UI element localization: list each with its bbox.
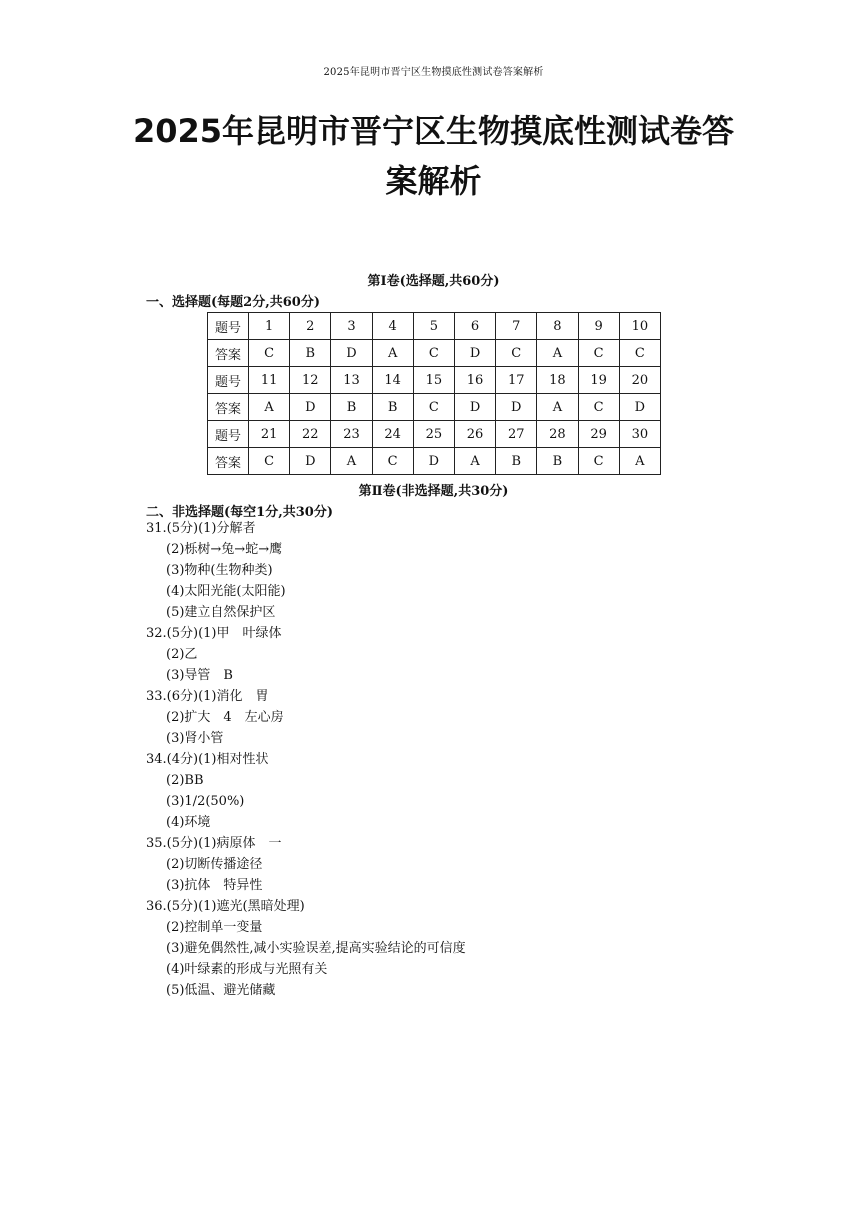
answer-item — [146, 833, 466, 896]
answer-sub: (5)低温、避光储藏 — [166, 983, 276, 998]
table-cell: D — [413, 448, 454, 475]
table-cell: A — [249, 394, 290, 421]
answer-sub: (3)避免偶然性,减小实验误差,提高实验结论的可信度 — [166, 941, 466, 956]
answer-sub: (3)抗体 特异性 — [166, 878, 263, 893]
table-cell: 2 — [290, 313, 331, 340]
table-row — [208, 394, 661, 421]
table-cell: C — [372, 448, 413, 475]
table-cell: B — [331, 394, 372, 421]
answer-sub: (3)1/2(50%) — [166, 794, 245, 809]
part2-heading: 第Ⅱ卷(非选择题,共30分) — [358, 484, 509, 499]
answer-sub: (4)环境 — [166, 815, 211, 830]
answer-sub: (3)物种(生物种类) — [166, 563, 273, 578]
table-row-label: 题号 — [208, 421, 249, 448]
section2-heading: 二、非选择题(每空1分,共30分) — [146, 505, 333, 520]
answers-list — [146, 518, 466, 1001]
table-cell: 13 — [331, 367, 372, 394]
table-cell: 10 — [619, 313, 660, 340]
table-cell: B — [372, 394, 413, 421]
table-cell: 23 — [331, 421, 372, 448]
table-cell: C — [249, 340, 290, 367]
table-cell: A — [537, 394, 578, 421]
table-cell: 22 — [290, 421, 331, 448]
table-cell: 3 — [331, 313, 372, 340]
table-row-label: 题号 — [208, 367, 249, 394]
part1-heading: 第Ⅰ卷(选择题,共60分) — [367, 274, 500, 289]
table-row — [208, 313, 661, 340]
table-cell: B — [537, 448, 578, 475]
answer-item — [146, 623, 466, 686]
answer-item — [146, 686, 466, 749]
table-cell: A — [537, 340, 578, 367]
table-cell: 18 — [537, 367, 578, 394]
table-cell: D — [290, 394, 331, 421]
table-cell: 27 — [496, 421, 537, 448]
table-row — [208, 367, 661, 394]
answer-sub: (4)太阳光能(太阳能) — [166, 584, 286, 599]
document-title — [0, 106, 867, 206]
section1-heading: 一、选择题(每题2分,共60分) — [146, 295, 320, 310]
table-cell: 25 — [413, 421, 454, 448]
table-cell: B — [290, 340, 331, 367]
table-cell: C — [496, 340, 537, 367]
table-cell: 28 — [537, 421, 578, 448]
answer-sub: (4)叶绿素的形成与光照有关 — [166, 962, 328, 977]
answer-head: 34.(4分)(1)相对性状 — [146, 752, 269, 767]
table-cell: D — [454, 340, 495, 367]
answer-sub: (2)切断传播途径 — [166, 857, 263, 872]
table-cell: 5 — [413, 313, 454, 340]
table-cell: C — [619, 340, 660, 367]
answer-sub: (2)控制单一变量 — [166, 920, 263, 935]
table-cell: C — [413, 340, 454, 367]
table-row-label: 答案 — [208, 340, 249, 367]
answer-item — [146, 518, 466, 623]
answer-sub: (3)导管 B — [166, 668, 233, 683]
table-cell: 4 — [372, 313, 413, 340]
table-cell: 20 — [619, 367, 660, 394]
answer-table — [207, 312, 661, 475]
table-cell: 6 — [454, 313, 495, 340]
table-cell: 11 — [249, 367, 290, 394]
table-cell: C — [578, 340, 619, 367]
table-cell: A — [331, 448, 372, 475]
table-cell: D — [619, 394, 660, 421]
answer-sub: (2)BB — [166, 773, 204, 788]
answer-item — [146, 896, 466, 1001]
table-cell: 7 — [496, 313, 537, 340]
answer-head: 31.(5分)(1)分解者 — [146, 521, 256, 536]
table-cell: 14 — [372, 367, 413, 394]
table-cell: 17 — [496, 367, 537, 394]
table-row-label: 答案 — [208, 394, 249, 421]
title-line-1: 2025年昆明市晋宁区生物摸底性测试卷答 — [132, 112, 735, 150]
answer-sub: (5)建立自然保护区 — [166, 605, 276, 620]
table-row — [208, 448, 661, 475]
answer-sub: (2)乙 — [166, 647, 198, 662]
table-row — [208, 421, 661, 448]
answer-item — [146, 749, 466, 833]
answer-head: 36.(5分)(1)遮光(黑暗处理) — [146, 899, 305, 914]
table-cell: A — [619, 448, 660, 475]
table-cell: D — [331, 340, 372, 367]
table-cell: 21 — [249, 421, 290, 448]
answer-sub: (2)扩大 4 左心房 — [166, 710, 284, 725]
table-cell: C — [578, 448, 619, 475]
title-line-2: 案解析 — [385, 162, 482, 200]
table-cell: 29 — [578, 421, 619, 448]
table-cell: C — [578, 394, 619, 421]
table-cell: D — [496, 394, 537, 421]
table-row — [208, 340, 661, 367]
table-cell: 24 — [372, 421, 413, 448]
answer-sub: (2)栎树→兔→蛇→鹰 — [166, 542, 283, 557]
table-cell: 16 — [454, 367, 495, 394]
table-cell: 8 — [537, 313, 578, 340]
table-cell: 26 — [454, 421, 495, 448]
table-cell: 12 — [290, 367, 331, 394]
table-cell: 30 — [619, 421, 660, 448]
table-cell: 19 — [578, 367, 619, 394]
table-cell: A — [372, 340, 413, 367]
answer-head: 33.(6分)(1)消化 胃 — [146, 689, 269, 704]
table-cell: 9 — [578, 313, 619, 340]
table-cell: 1 — [249, 313, 290, 340]
table-cell: D — [454, 394, 495, 421]
table-row-label: 题号 — [208, 313, 249, 340]
table-cell: 15 — [413, 367, 454, 394]
table-cell: D — [290, 448, 331, 475]
answer-head: 32.(5分)(1)甲 叶绿体 — [146, 626, 282, 641]
table-cell: C — [413, 394, 454, 421]
table-cell: A — [454, 448, 495, 475]
page-header: 2025年昆明市晋宁区生物摸底性测试卷答案解析 — [323, 67, 544, 78]
table-cell: B — [496, 448, 537, 475]
answer-sub: (3)肾小管 — [166, 731, 224, 746]
table-row-label: 答案 — [208, 448, 249, 475]
answer-head: 35.(5分)(1)病原体 一 — [146, 836, 282, 851]
table-cell: C — [249, 448, 290, 475]
